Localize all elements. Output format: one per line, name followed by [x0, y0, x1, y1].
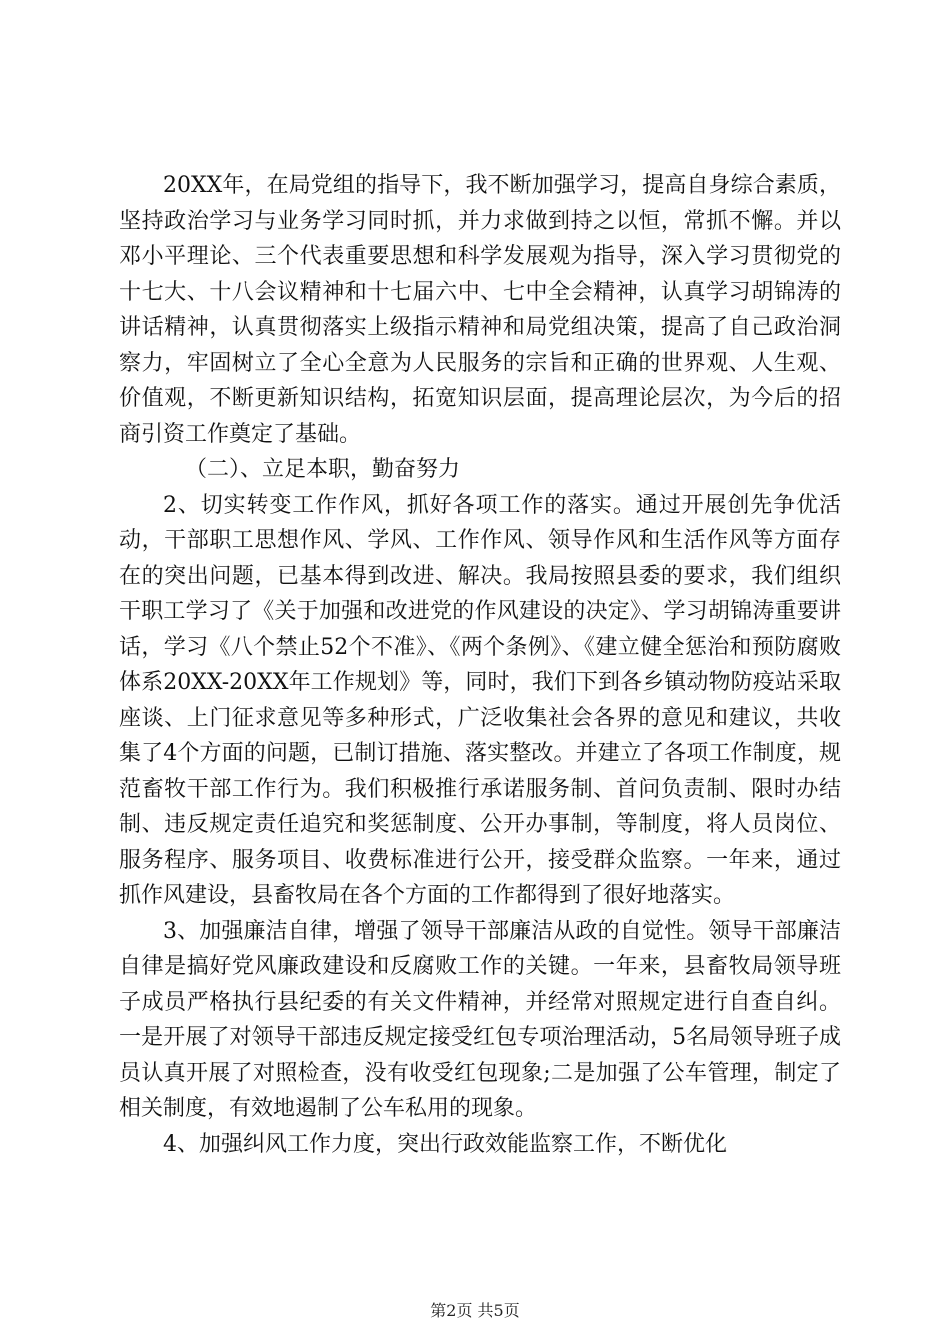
page-footer: 第2页 共5页	[430, 1301, 520, 1320]
paragraph-study: 20XX年，在局党组的指导下，我不断加强学习，提高自身综合素质，坚持政治学习与业务学习同时抓，并力求做到持之以恒，常抓不懈。并以邓小平理论、三个代表重要思想和科学发展观为指导，深入学习贯彻党的十七大、十八会议精神和十七届六中、七中全会精神，认真学习胡锦涛的讲话精神，认真贯彻落实上级指示精神和局党组决策，提高了自己政治洞察力，牢固树立了全心全意为人民服务的宗旨和正确的世界观、人生观、价值观，不断更新知识结构，拓宽知识层面，提高理论层次，为今后的招商引资工作奠定了基础。	[119, 173, 841, 447]
document-body	[119, 168, 841, 1162]
paragraph-rectification: 4、加强纠风工作力度，突出行政效能监察工作，不断优化	[163, 1131, 727, 1157]
paragraph-work-style: 2、切实转变工作作风，抓好各项工作的落实。通过开展创先争优活动，干部职工思想作风、学风、工作作风、领导作风和生活作风等方面存在的突出问题，已基本得到改进、解决。我局按照县委的要求，我们组织干职工学习了《关于加强和改进党的作风建设的决定》、学习胡锦涛重要讲话，学习《八个禁止52个不准》、《两个条例》、《建立健全惩治和预防腐败体系20XX-20XX年工作规划》等，同时，我们下到各乡镇动物防疫站采取座谈、上门征求意见等多种形式，广泛收集社会各界的意见和建议，共收集了4个方面的问题，已制订措施、落实整改。并建立了各项工作制度，规范畜牧干部工作行为。我们积极推行承诺服务制、首问负责制、限时办结制、违反规定责任追究和奖惩制度、公开办事制，等制度，将人员岗位、服务程序、服务项目、收费标准进行公开，接受群众监察。一年来，通过抓作风建设，县畜牧局在各个方面的工作都得到了很好地落实。	[119, 492, 841, 908]
section-heading: （二）、立足本职，勤奋努力	[185, 457, 461, 482]
paragraph-integrity: 3、加强廉洁自律，增强了领导干部廉洁从政的自觉性。领导干部廉洁自律是搞好党风廉政建设和反腐败工作的关键。一年来，县畜牧局领导班子成员严格执行县纪委的有关文件精神，并经常对照规定进行自查自纠。一是开展了对领导干部违反规定接受红包专项治理活动，5名局领导班子成员认真开展了对照检查，没有收受红包现象;二是加强了公车管理，制定了相关制度，有效地遏制了公车私用的现象。	[119, 918, 841, 1121]
